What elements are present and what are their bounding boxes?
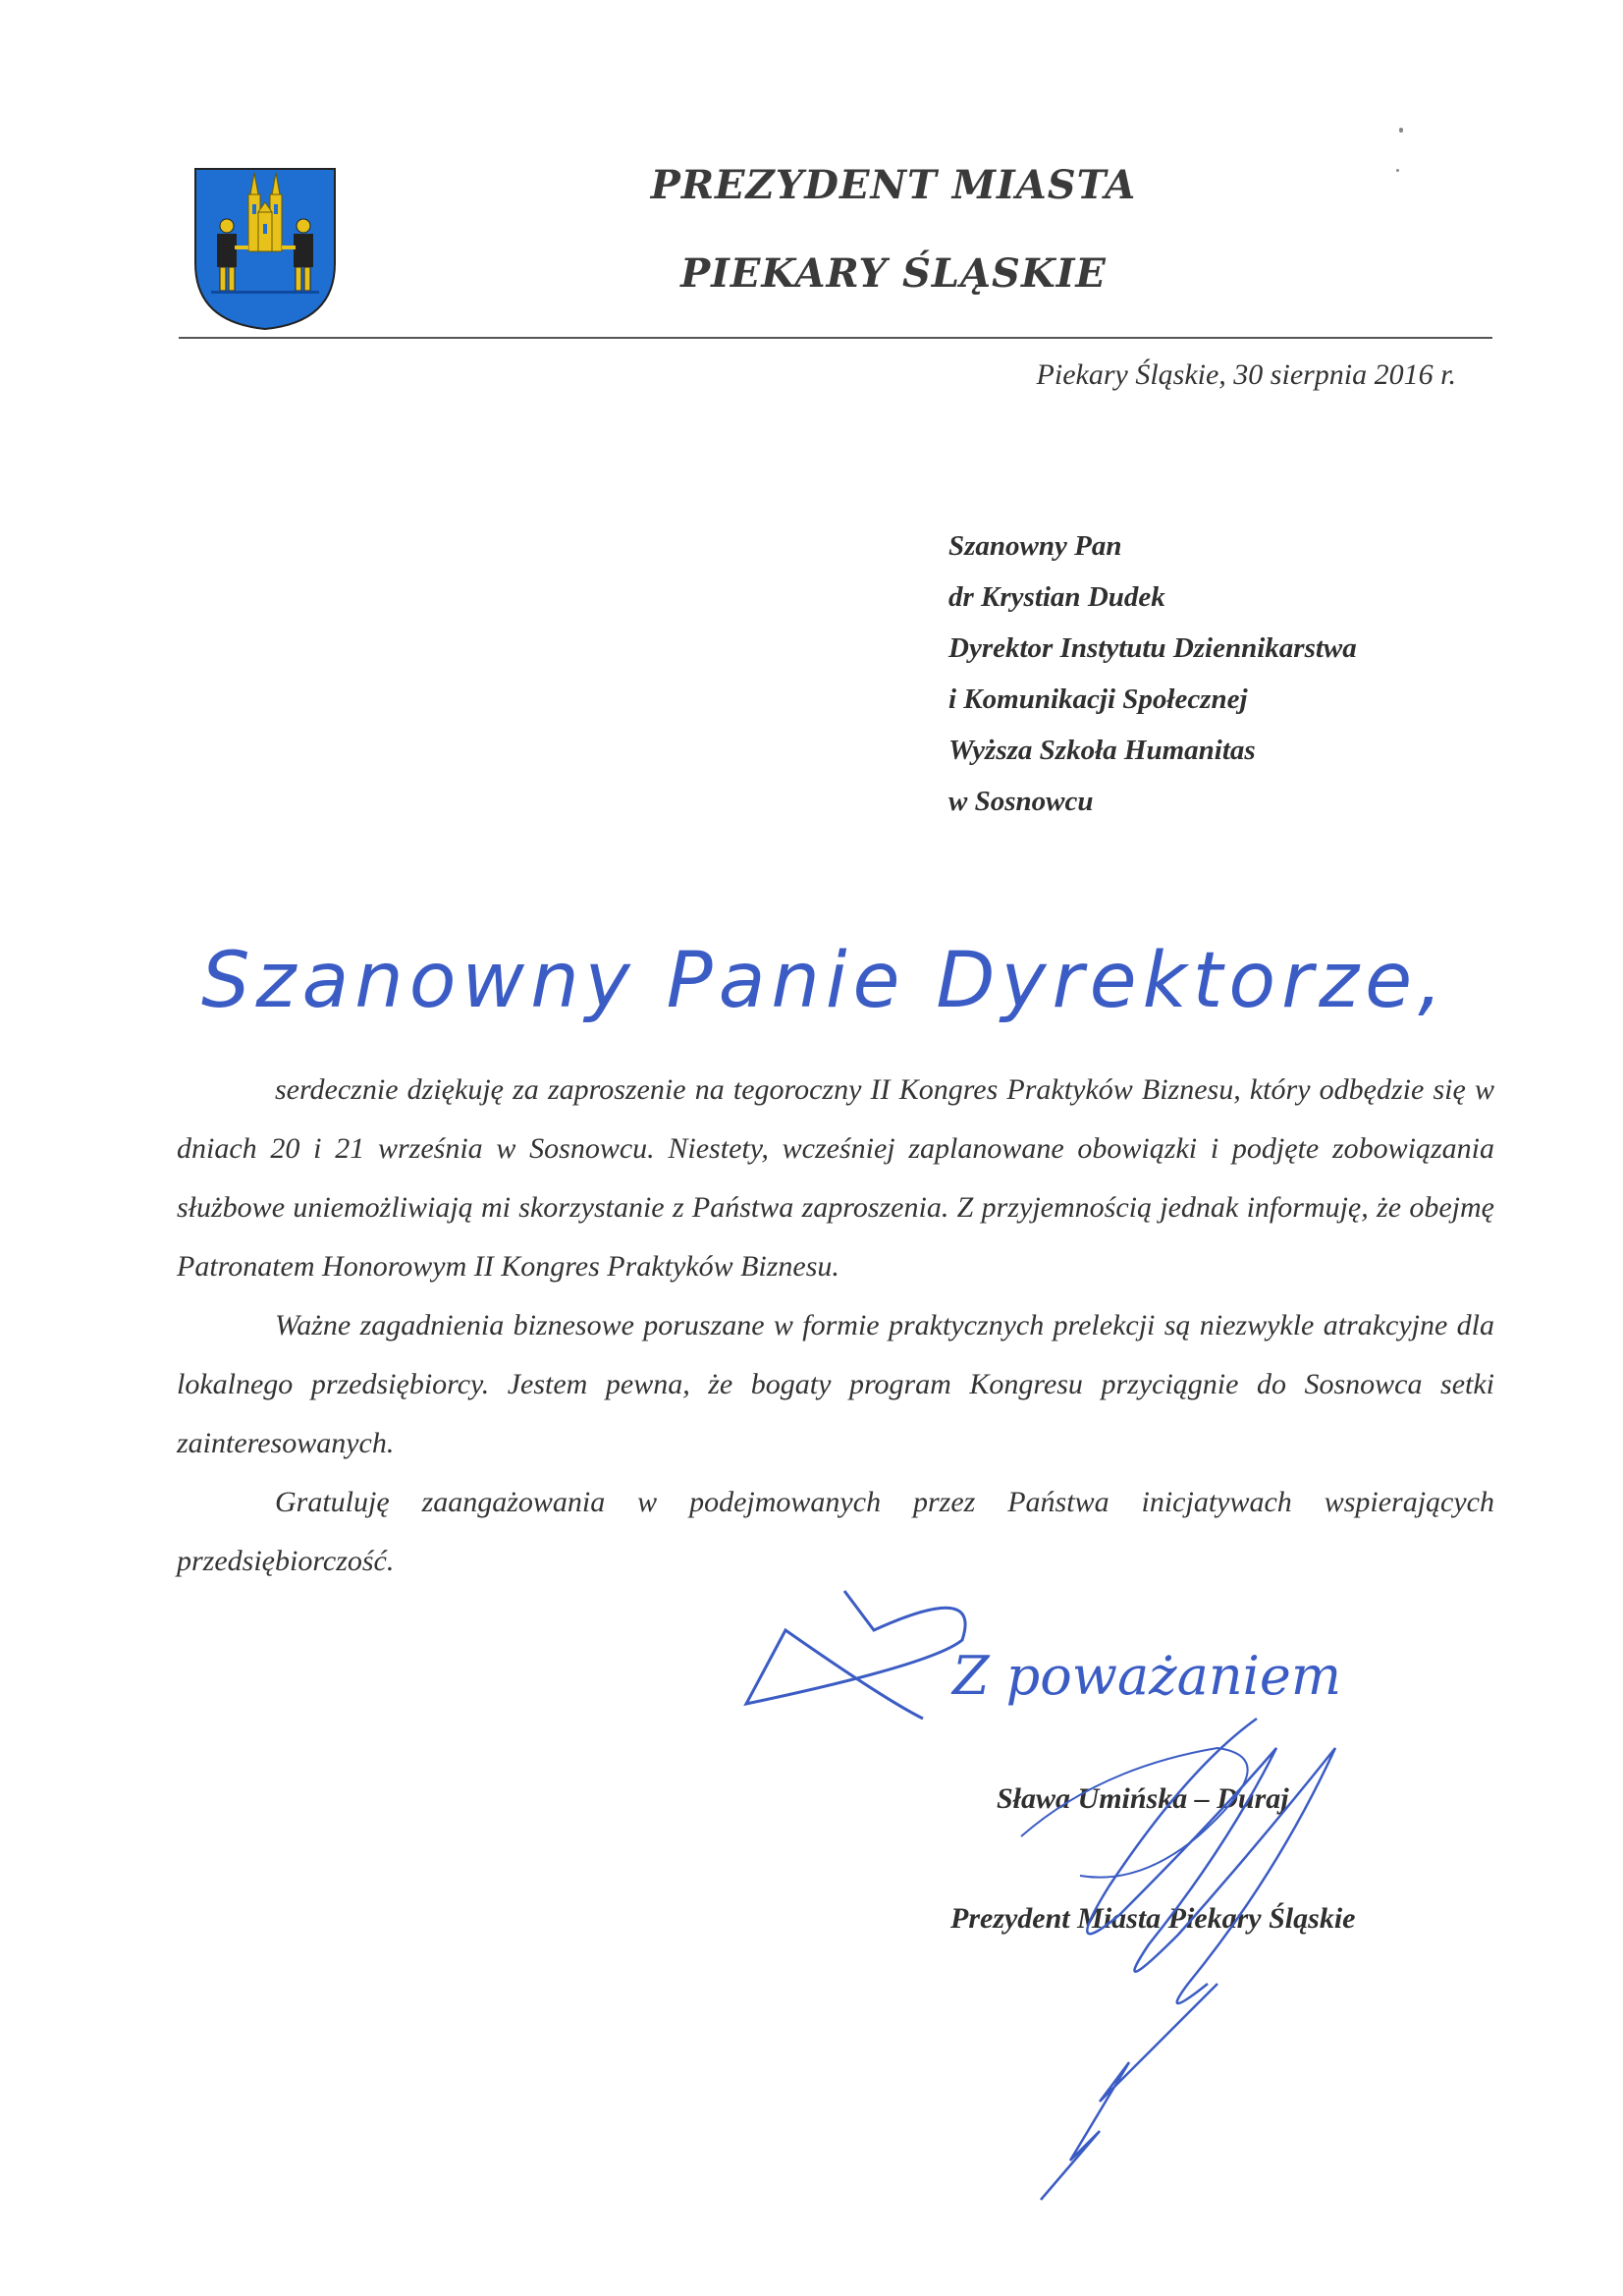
- addressee-line: Dyrektor Instytutu Dziennikarstwa: [948, 632, 1357, 664]
- body-paragraph: serdecznie dziękuję za zaproszenie na tegoroczny II Kongres Praktyków Biznesu, który odbędzie się w dniach 20 i 21 września w Sosnowcu. Niestety, wcześniej zaplanowane obowiązki i podjęte zobowiązania służbowe uniemożliwiają mi skorzystanie z Państwa zaproszenia. Z przyjemnością jednak informuję, że obejmę Patronatem Honorowym II Kongres Praktyków Biznesu.: [177, 1073, 1494, 1283]
- letterhead-title-line-1: PREZYDENT MIASTA: [650, 162, 1137, 208]
- signature-icon: [962, 1689, 1414, 2200]
- addressee-line: Szanowny Pan: [948, 530, 1122, 562]
- signatory-title: Prezydent Miasta Piekary Śląskie: [950, 1902, 1356, 1935]
- signatory-name: Sława Umińska – Duraj: [997, 1782, 1289, 1815]
- addressee-line: w Sosnowcu: [948, 786, 1094, 817]
- salutation-text: Szanowny Panie Dyrektorze,: [201, 937, 1448, 1025]
- addressee-line: Wyższa Szkoła Humanitas: [948, 735, 1256, 766]
- addressee-block: [948, 520, 1357, 827]
- addressee-line: i Komunikacji Społecznej: [948, 683, 1248, 715]
- addressee-line: dr Krystian Dudek: [948, 581, 1165, 613]
- date-line: Piekary Śląskie, 30 sierpnia 2016 r.: [1036, 358, 1456, 391]
- body-paragraph: Gratuluję zaangażowania w podejmowanych przez Państwa inicjatywach wspierających przedsiębiorczość.: [177, 1486, 1494, 1577]
- body-paragraph: Ważne zagadnienia biznesowe poruszane w formie praktycznych prelekcji są niezwykle atrakcyjne dla lokalnego przedsiębiorcy. Jestem pewna, że bogaty program Kongresu przyciągnie do Sosnowca setki zainteresowanych.: [177, 1309, 1494, 1459]
- handwritten-salutation: [201, 918, 1448, 1056]
- scan-speck: [1399, 128, 1403, 133]
- signoff-text: Z poważaniem: [952, 1645, 1342, 1707]
- coat-of-arms-icon: [191, 165, 339, 332]
- letterhead-divider: [179, 337, 1492, 339]
- scan-speck: [1396, 169, 1399, 172]
- letter-body: [177, 1061, 1494, 1591]
- letterhead-title-line-2: PIEKARY ŚLĄSKIE: [680, 250, 1107, 297]
